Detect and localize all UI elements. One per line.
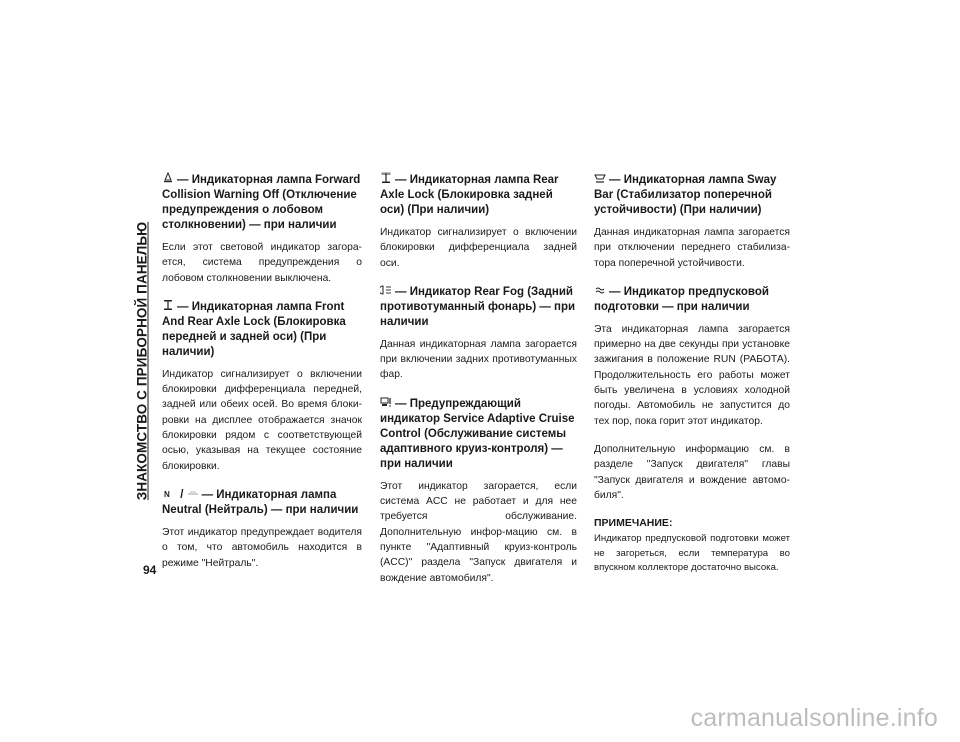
rear-fog-icon: [380, 284, 392, 296]
heading-front-rear-axle-lock: — Индикаторная лампа Front And Rear Axle Lock (Блокировка передней и задней оси) (При наличии): [162, 300, 346, 358]
paragraph-neutral: Этот индикатор предупреждает водителя о том, что автомобиль находится в режиме "Нейтраль".: [162, 526, 362, 569]
section-title: ЗНАКОМСТВО С ПРИБОРНОЙ ПАНЕЛЬЮ: [134, 221, 150, 501]
forward-collision-warning-off-icon: [162, 172, 174, 184]
glow-plug-icon: [594, 284, 606, 296]
heading-rear-fog: — Индикатор Rear Fog (Задний противотуманный фонарь) — при наличии: [380, 285, 576, 328]
section-title-vertical: [122, 166, 162, 556]
heading-neutral: N / — Индикаторная лампа Neutral (Нейтраль) — при наличии: [162, 488, 359, 516]
svg-text:N: N: [164, 489, 170, 499]
column-3: [594, 172, 790, 576]
paragraph-glow-plug: Эта индикаторная лампа загорается примерно на две секунды при установке зажигания в положение RUN (РАБОТА). Продолжительность его работы может быть увеличена в условиях холодной погоды. Автомобиль не запустится до тех пор, пока горит этот индикатор.: [594, 323, 790, 427]
heading-service-acc: — Предупреждающий индикатор Service Adaptive Cruise Control (Обслуживание системы адаптивного круиз-контроля) — при наличии: [380, 397, 575, 470]
paragraph-sway-bar: Данная индикаторная лампа загорается при отключении переднего стабилиза-тора поперечной устойчивости.: [594, 227, 790, 269]
heading-sway-bar: — Индикаторная лампа Sway Bar (Стабилизатор поперечной устойчивости) (При наличии): [594, 174, 777, 216]
neutral-alt-icon: [187, 487, 199, 499]
paragraph-rear-fog: Данная индикаторная лампа загорается при включении задних противотуманных фар.: [380, 338, 577, 381]
paragraph-fcw-off: Если этот световой индикатор загора-ется, система предупреждения о лобовом столкновении выключена.: [162, 242, 362, 284]
paragraph-service-acc: Этот индикатор загорается, если система ACC не работает и для нее требуется обслуживание. Дополнительную инфор-мацию см. в пункте "Адаптивный круиз-контроль (ACC)" раздела "Запуск двигателя и вождение автомобиля".: [380, 480, 577, 584]
sway-bar-icon: [594, 172, 606, 184]
neutral-n-icon: [162, 487, 174, 499]
note-text: Индикатор предпусковой подготовки может не загореться, если температура во впускном коллекторе достаточно высока.: [594, 533, 790, 574]
paragraph-rear-axle-lock: Индикатор сигнализирует о включении блокировки дифференциала задней оси.: [380, 227, 577, 269]
column-1: [162, 172, 362, 584]
rear-axle-lock-icon: [380, 172, 392, 184]
page-number: 94: [143, 563, 157, 577]
watermark: carmanualsonline.info: [690, 704, 938, 732]
heading-rear-axle-lock: — Индикаторная лампа Rear Axle Lock (Блокировка задней оси) (При наличии): [380, 174, 559, 216]
note-label: ПРИМЕЧАНИЕ:: [594, 517, 673, 530]
paragraph-more-info: Дополнительную информацию см. в разделе "Запуск двигателя" главы "Запуск двигателя и вождение автомо-биля".: [594, 443, 790, 501]
heading-fcw-off: — Индикаторная лампа Forward Collision Warning Off (Отключение предупреждения о лобовом столкновении) — при наличии: [162, 174, 361, 231]
front-rear-axle-lock-icon: [162, 299, 174, 311]
paragraph-front-rear-axle-lock: Индикатор сигнализирует о включении блокировки дифференциала передней, задней или обеих осей. Во время блоки-ровки на дисплее отображается значок блокировки рядом с соответствующей осью, указывая на текущее состояние блокировки.: [162, 368, 362, 472]
heading-glow-plug: — Индикатор предпусковой подготовки — при наличии: [594, 285, 769, 313]
column-2: [380, 172, 577, 599]
service-acc-icon: [380, 396, 392, 408]
